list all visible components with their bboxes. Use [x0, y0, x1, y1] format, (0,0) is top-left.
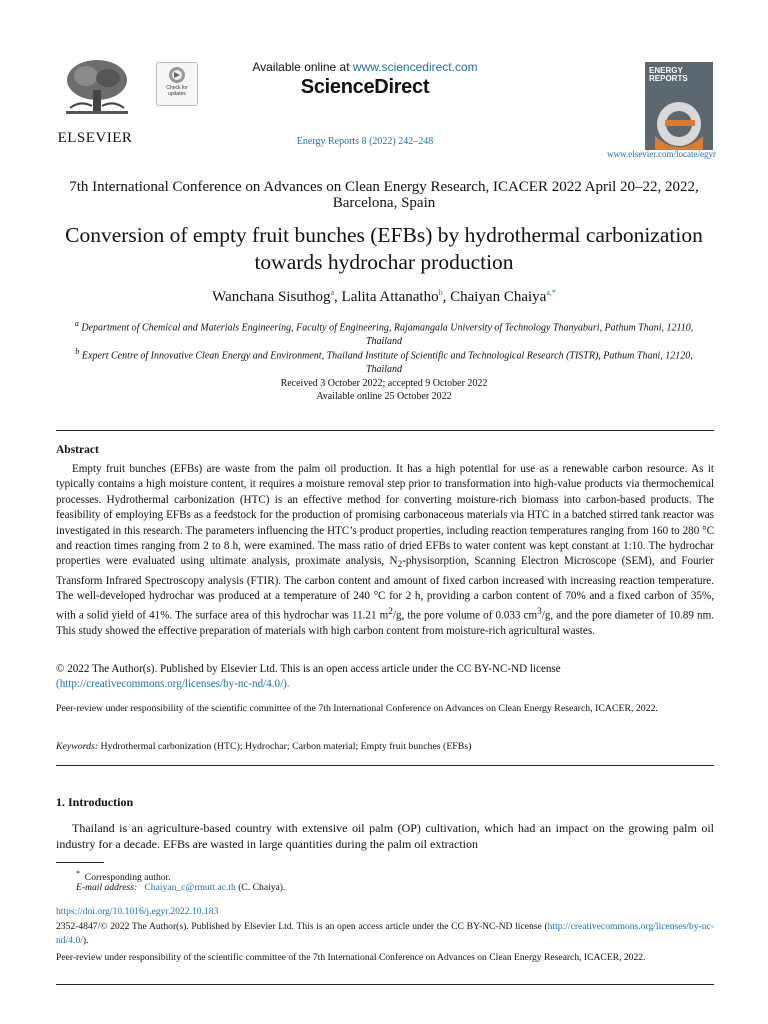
- license-suffix: ).: [82, 934, 89, 946]
- update-icon: [157, 64, 197, 86]
- corresponding-text: Corresponding author.: [84, 872, 171, 884]
- affiliation-mark[interactable]: b: [438, 288, 443, 297]
- author-name: Lalita Attanatho: [341, 289, 439, 305]
- updates-badge-label: Check for updates: [166, 85, 188, 97]
- keywords-label: Keywords:: [56, 741, 99, 752]
- license-link[interactable]: (http://creativecommons.org/licenses/by-nc-nd/4.0/).: [56, 678, 290, 691]
- cover-art-icon: [645, 62, 713, 150]
- doi-link[interactable]: https://doi.org/10.1016/j.egyr.2022.10.183: [56, 906, 219, 917]
- affiliation-b: [70, 345, 698, 377]
- abstract-part: -physisorption, Scanning Electron Microscope (SEM), and Fourier Transform Infrared Spectroscopy analysis (FTIR). The carbon content and amount of fixed carbon increased with increasing reaction temperature. The well-developed hydrochar was produced at a temperature of 240 °C for 2 h, providing a carbon content of 70% and a fixed carbon of 35%, with a solid yield of 41%. The surface area of this hydrochar was 11.21 m: [56, 555, 714, 622]
- footnote-rule: [56, 862, 104, 863]
- journal-cover-image: [645, 62, 713, 150]
- license-prefix: 2352-4847/© 2022 The Author(s). Published by Elsevier Ltd. This is an open access article under the CC BY-NC-ND license (: [56, 921, 548, 932]
- introduction-text: Thailand is an agriculture-based country with extensive oil palm (OP) cultivation, which had an impact on the growing palm oil industry for a decade. EFBs are wasted in large quantities during the palm oil extraction: [56, 821, 714, 851]
- journal-homepage-link[interactable]: www.elsevier.com/locate/egyr: [607, 149, 716, 159]
- affiliation-mark[interactable]: a: [330, 288, 335, 297]
- peer-review-note: Peer-review under responsibility of the scientific committee of the 7th International Conference on Advances on Clean Energy Research, ICACER, 2022.: [56, 703, 658, 714]
- section-heading: 1. Introduction: [56, 795, 134, 809]
- affiliation-mark[interactable]: a,*: [546, 288, 556, 297]
- abstract-part: Empty fruit bunches (EFBs) are waste from the palm oil production. It has a high potential for use as a renewable carbon resource. As it typically contains a high moisture content, it requires a moisture removal step prior to transformation into high-value products via thermochemical processes. Hydrothermal carbonization (HTC) is an effective method for converting moisture-rich biomass into carbon-based products. The feasibility of employing EFBs as a feedstock for the production of promising carbonaceous materials via HTC in a batched stirred tank reactor was investigated in this research. The parameters influencing the HTC’s product properties, including reaction temperatures ranging from 160 to 280 °C and reaction times ranging from 2 to 8 h, were examined. The mass ratio of dried EFBs to water content was kept constant at 1:10. The hydrochar properties were evaluated using ultimate analysis, proximate analysis, N: [56, 463, 714, 568]
- author-list: Wanchana Sisuthog$^a$, Lalita Attanatho$^b$, Chaiyan Chaiya$^{a,*}$: [212, 288, 556, 305]
- abstract-top-rule: [56, 430, 714, 431]
- affiliation-text: Department of Chemical and Materials Engineering, Faculty of Engineering, Rajamangala University of Technology Thanyaburi, Pathum Thani, 12110, Thailand: [81, 322, 694, 348]
- abstract-text: [56, 462, 714, 639]
- author-name: Wanchana Sisuthog: [212, 289, 331, 305]
- sciencedirect-brand: ScienceDirect: [300, 76, 430, 98]
- abstract-bottom-rule: [56, 765, 714, 766]
- elsevier-tree-logo: [56, 56, 138, 118]
- received-date: Received 3 October 2022; accepted 9 October 2022: [280, 378, 488, 389]
- conference-name: 7th International Conference on Advances on Clean Energy Research, ICACER 2022 April 20–22, 2022, Barcelona, Spain: [69, 179, 699, 211]
- email-label: E-mail address:: [76, 882, 138, 893]
- abstract-heading: Abstract: [56, 444, 99, 456]
- subscript: 2: [397, 560, 403, 571]
- keywords-text: Hydrothermal carbonization (HTC); Hydrochar; Carbon material; Empty fruit bunches (EFBs): [100, 741, 472, 752]
- online-date: Available online 25 October 2022: [316, 391, 452, 402]
- superscript: 3: [537, 606, 542, 617]
- affiliation-text: Expert Centre of Innovative Clean Energy and Environment, Thailand Institute of Scientific and Technological Research (TISTR), Pathum Thani, 12120, Thailand: [81, 350, 693, 376]
- publisher-name: ELSEVIER: [57, 130, 133, 146]
- journal-reference[interactable]: Energy Reports 8 (2022) 242–248: [296, 136, 434, 147]
- affiliation-mark: a: [74, 319, 79, 328]
- cover-title: ENERGY REPORTS: [649, 66, 688, 83]
- footer-license-link[interactable]: http://creativecommons.org/licenses/by-nc-nd/4.0/: [56, 921, 714, 946]
- affiliation-mark: b: [75, 347, 80, 356]
- article-dates: [60, 377, 708, 403]
- asterisk-mark: *: [76, 869, 80, 878]
- footer-peer-review: Peer-review under responsibility of the scientific committee of the 7th International Conference on Advances on Clean Energy Research, ICACER, 2022.: [56, 952, 646, 963]
- footer-license: [56, 920, 714, 947]
- check-for-updates-badge[interactable]: [156, 62, 198, 106]
- footer-bottom-rule: [56, 984, 714, 985]
- abstract-part: /g, the pore volume of 0.033 cm: [392, 609, 538, 622]
- copyright-text: © 2022 The Author(s). Published by Elsevier Ltd. This is an open access article under the CC BY-NC-ND license: [56, 663, 561, 675]
- available-online: [230, 60, 500, 74]
- abstract-part: /g, and the pore diameter of 10.89 nm. This study showed the effective preparation of materials with high carbon content from moisture-rich agricultural wastes.: [56, 609, 715, 637]
- author-name: Chaiyan Chaiya: [450, 289, 547, 305]
- sciencedirect-link[interactable]: www.sciencedirect.com: [352, 60, 478, 74]
- email-link[interactable]: Chaiyan_c@rmutt.ac.th: [144, 882, 236, 893]
- copyright-notice: [56, 662, 714, 693]
- paper-title: Conversion of empty fruit bunches (EFBs) by hydrothermal carbonization towards hydrochar production: [65, 223, 703, 274]
- available-text: Available online at: [252, 60, 353, 74]
- email-note: [76, 881, 285, 895]
- email-suffix: (C. Chaiya).: [238, 882, 286, 893]
- superscript: 2: [388, 606, 393, 617]
- keywords: [56, 741, 714, 752]
